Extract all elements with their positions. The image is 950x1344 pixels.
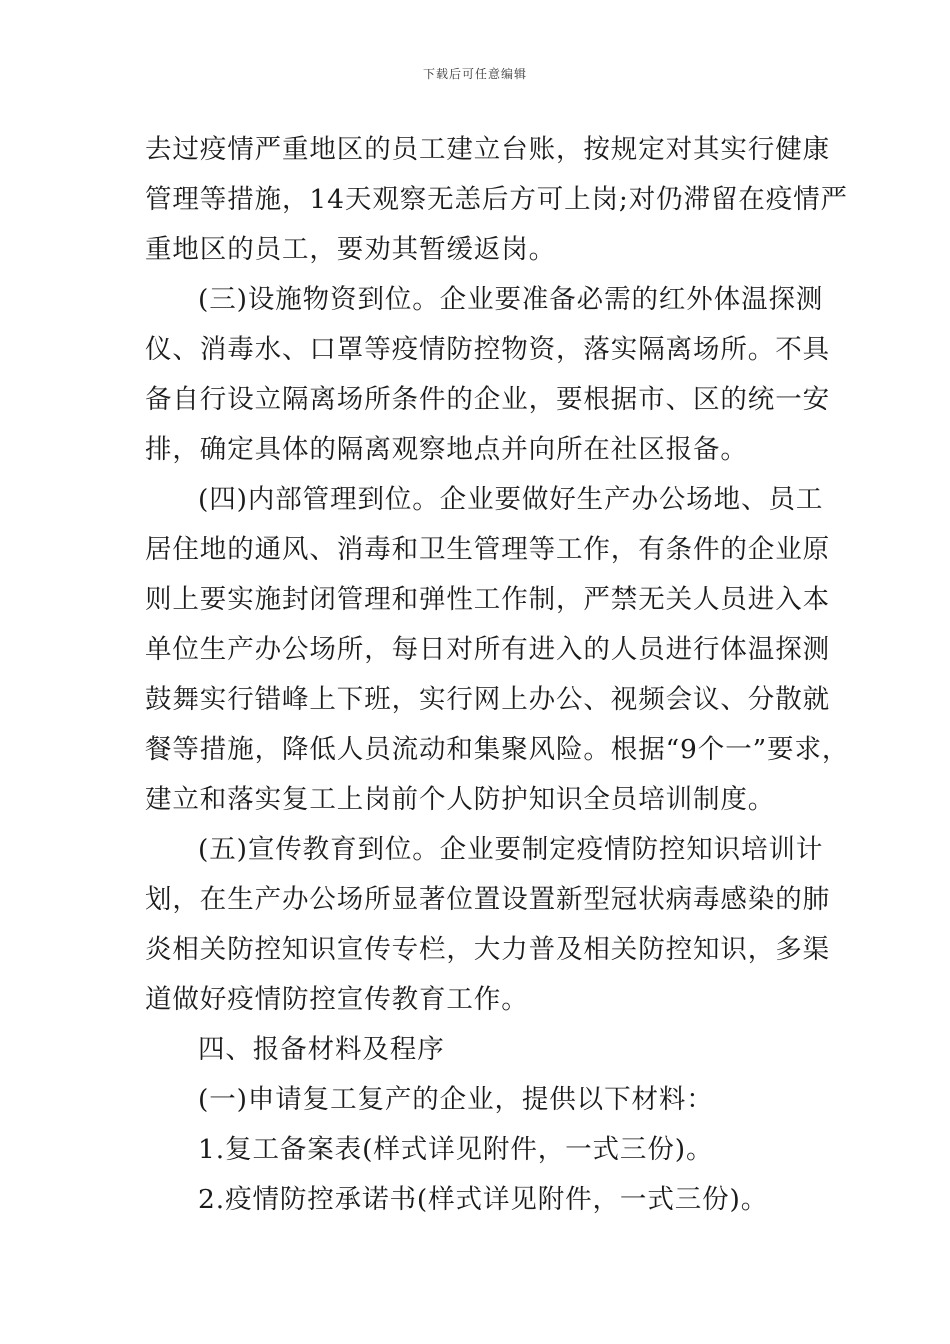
body-line: 居住地的通风、消毒和卫生管理等工作，有条件的企业原 xyxy=(145,534,830,565)
body-line: 管理等措施，14天观察无恙后方可上岗;对仍滞留在疫情严 xyxy=(145,184,848,215)
body-line: 鼓舞实行错峰上下班，实行网上办公、视频会议、分散就 xyxy=(145,684,830,715)
subsection-heading: (一)申请复工复产的企业，提供以下材料： xyxy=(198,1084,714,1115)
body-line: 道做好疫情防控宣传教育工作。 xyxy=(145,984,529,1015)
paragraph-start-line: (四)内部管理到位。企业要做好生产办公场地、员工 xyxy=(198,484,824,515)
paragraph-start-line: (三)设施物资到位。企业要准备必需的红外体温探测 xyxy=(198,284,824,315)
section-heading: 四、报备材料及程序 xyxy=(198,1034,445,1065)
body-line: 排，确定具体的隔离观察地点并向所在社区报备。 xyxy=(145,434,748,465)
body-line: 去过疫情严重地区的员工建立台账，按规定对其实行健康 xyxy=(145,134,830,165)
body-line: 重地区的员工，要劝其暂缓返岗。 xyxy=(145,234,556,265)
body-line: 单位生产办公场所，每日对所有进入的人员进行体温探测 xyxy=(145,634,830,665)
list-item: 1.复工备案表(样式详见附件，一式三份)。 xyxy=(198,1134,714,1165)
body-line: 餐等措施，降低人员流动和集聚风险。根据“9个一”要求， xyxy=(145,734,850,765)
body-line: 划，在生产办公场所显著位置设置新型冠状病毒感染的肺 xyxy=(145,884,830,915)
body-line: 备自行设立隔离场所条件的企业，要根据市、区的统一安 xyxy=(145,384,830,415)
body-line: 则上要实施封闭管理和弹性工作制，严禁无关人员进入本 xyxy=(145,584,830,615)
body-line: 仪、消毒水、口罩等疫情防控物资，落实隔离场所。不具 xyxy=(145,334,830,365)
body-line: 炎相关防控知识宣传专栏，大力普及相关防控知识，多渠 xyxy=(145,934,830,965)
list-item: 2.疫情防控承诺书(样式详见附件，一式三份)。 xyxy=(198,1184,769,1215)
paragraph-start-line: (五)宣传教育到位。企业要制定疫情防控知识培训计 xyxy=(198,834,824,865)
body-line: 建立和落实复工上岗前个人防护知识全员培训制度。 xyxy=(145,784,776,815)
page-header: 下载后可任意编辑 xyxy=(422,67,527,81)
